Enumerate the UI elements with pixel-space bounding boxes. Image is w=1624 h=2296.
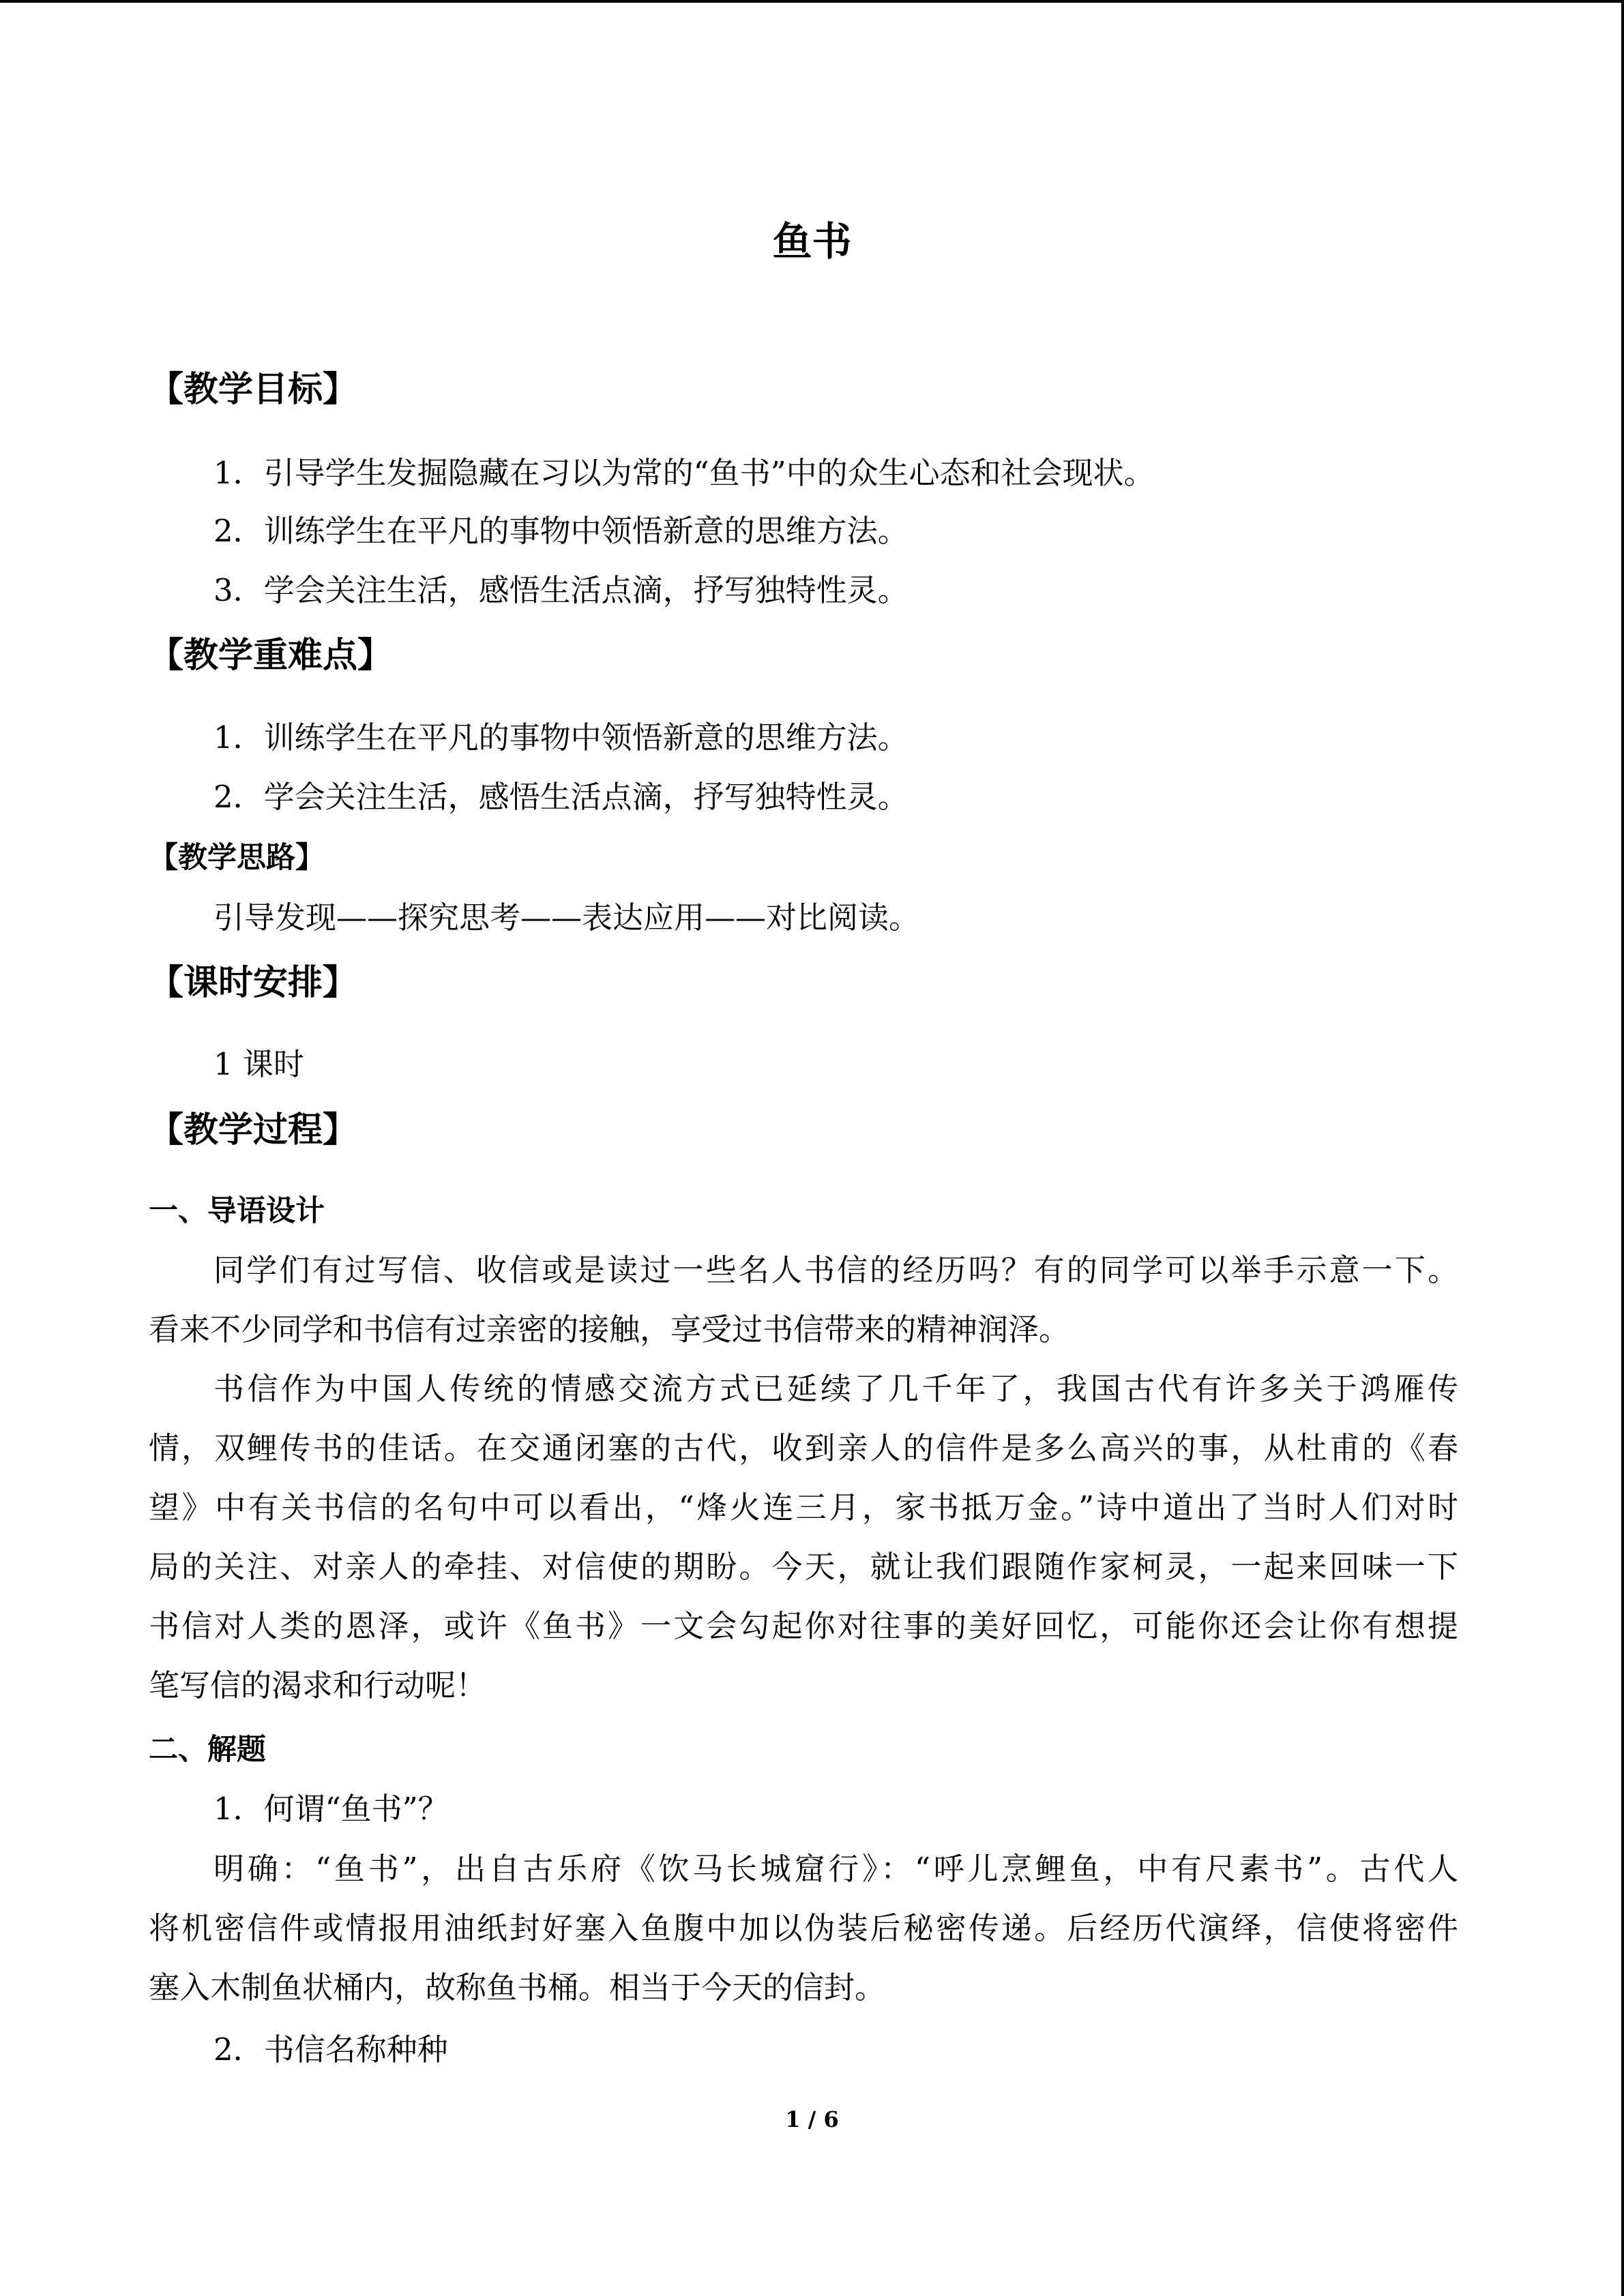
question-2: 2．书信名称种种 xyxy=(213,2031,448,2068)
intro-para2-line: 局的关注、对亲人的牵挂、对信使的期盼。今天，就让我们跟随作家柯灵，一起来回味一下 xyxy=(149,1549,1458,1585)
intro-para2-line: 情，双鲤传书的佳话。在交通闭塞的古代，收到亲人的信件是多么高兴的事，从杜甫的《春 xyxy=(149,1430,1458,1466)
objective-item: 2．训练学生在平凡的事物中领悟新意的思维方法。 xyxy=(213,513,909,549)
approach-heading: 【教学思路】 xyxy=(149,841,325,875)
objective-item: 3．学会关注生活，感悟生活点滴，抒写独特性灵。 xyxy=(213,572,909,608)
objectives-heading: 【教学目标】 xyxy=(149,370,358,410)
objective-item: 1．引导学生发掘隐藏在习以为常的“鱼书”中的众生心态和社会现状。 xyxy=(213,455,1155,491)
title-explain-heading: 二、解题 xyxy=(149,1733,266,1767)
answer-1-line: 塞入木制鱼状桶内，故称鱼书桶。相当于今天的信封。 xyxy=(149,1969,886,2006)
page-number: 1 / 6 xyxy=(785,2106,839,2132)
question-1: 1．何谓“鱼书”？ xyxy=(213,1791,449,1827)
schedule-heading: 【课时安排】 xyxy=(149,963,358,1003)
key-point-item: 2．学会关注生活，感悟生活点滴，抒写独特性灵。 xyxy=(213,779,909,815)
answer-1-line: 明确：“鱼书”，出自古乐府《饮马长城窟行》：“呼儿烹鲤鱼，中有尺素书”。古代人 xyxy=(213,1851,1458,1887)
intro-para2-line: 笔写信的渴求和行动呢！ xyxy=(149,1667,487,1703)
key-points-heading: 【教学重难点】 xyxy=(149,636,393,676)
answer-1-line: 将机密信件或情报用油纸封好塞入鱼腹中加以伪装后秘密传递。后经历代演绎，信使将密件 xyxy=(149,1910,1458,1946)
intro-para1-line: 看来不少同学和书信有过亲密的接触，享受过书信带来的精神润泽。 xyxy=(149,1311,1070,1347)
intro-para2-line: 书信作为中国人传统的情感交流方式已延续了几千年了，我国古代有许多关于鸿雁传 xyxy=(213,1371,1458,1407)
intro-para1-line: 同学们有过写信、收信或是读过一些名人书信的经历吗？有的同学可以举手示意一下。 xyxy=(213,1252,1458,1288)
schedule-text: 1 课时 xyxy=(213,1046,304,1082)
approach-text: 引导发现——探究思考——表达应用——对比阅读。 xyxy=(213,899,920,936)
intro-para2-line: 望》中有关书信的名句中可以看出，“烽火连三月，家书抵万金。”诗中道出了当时人们对时 xyxy=(149,1489,1458,1525)
key-point-item: 1．训练学生在平凡的事物中领悟新意的思维方法。 xyxy=(213,719,909,756)
page-title: 鱼书 xyxy=(772,218,852,265)
intro-heading: 一、导语设计 xyxy=(149,1194,325,1228)
intro-para2-line: 书信对人类的恩泽，或许《鱼书》一文会勾起你对往事的美好回忆，可能你还会让你有想提 xyxy=(149,1608,1458,1644)
process-heading: 【教学过程】 xyxy=(149,1110,358,1150)
